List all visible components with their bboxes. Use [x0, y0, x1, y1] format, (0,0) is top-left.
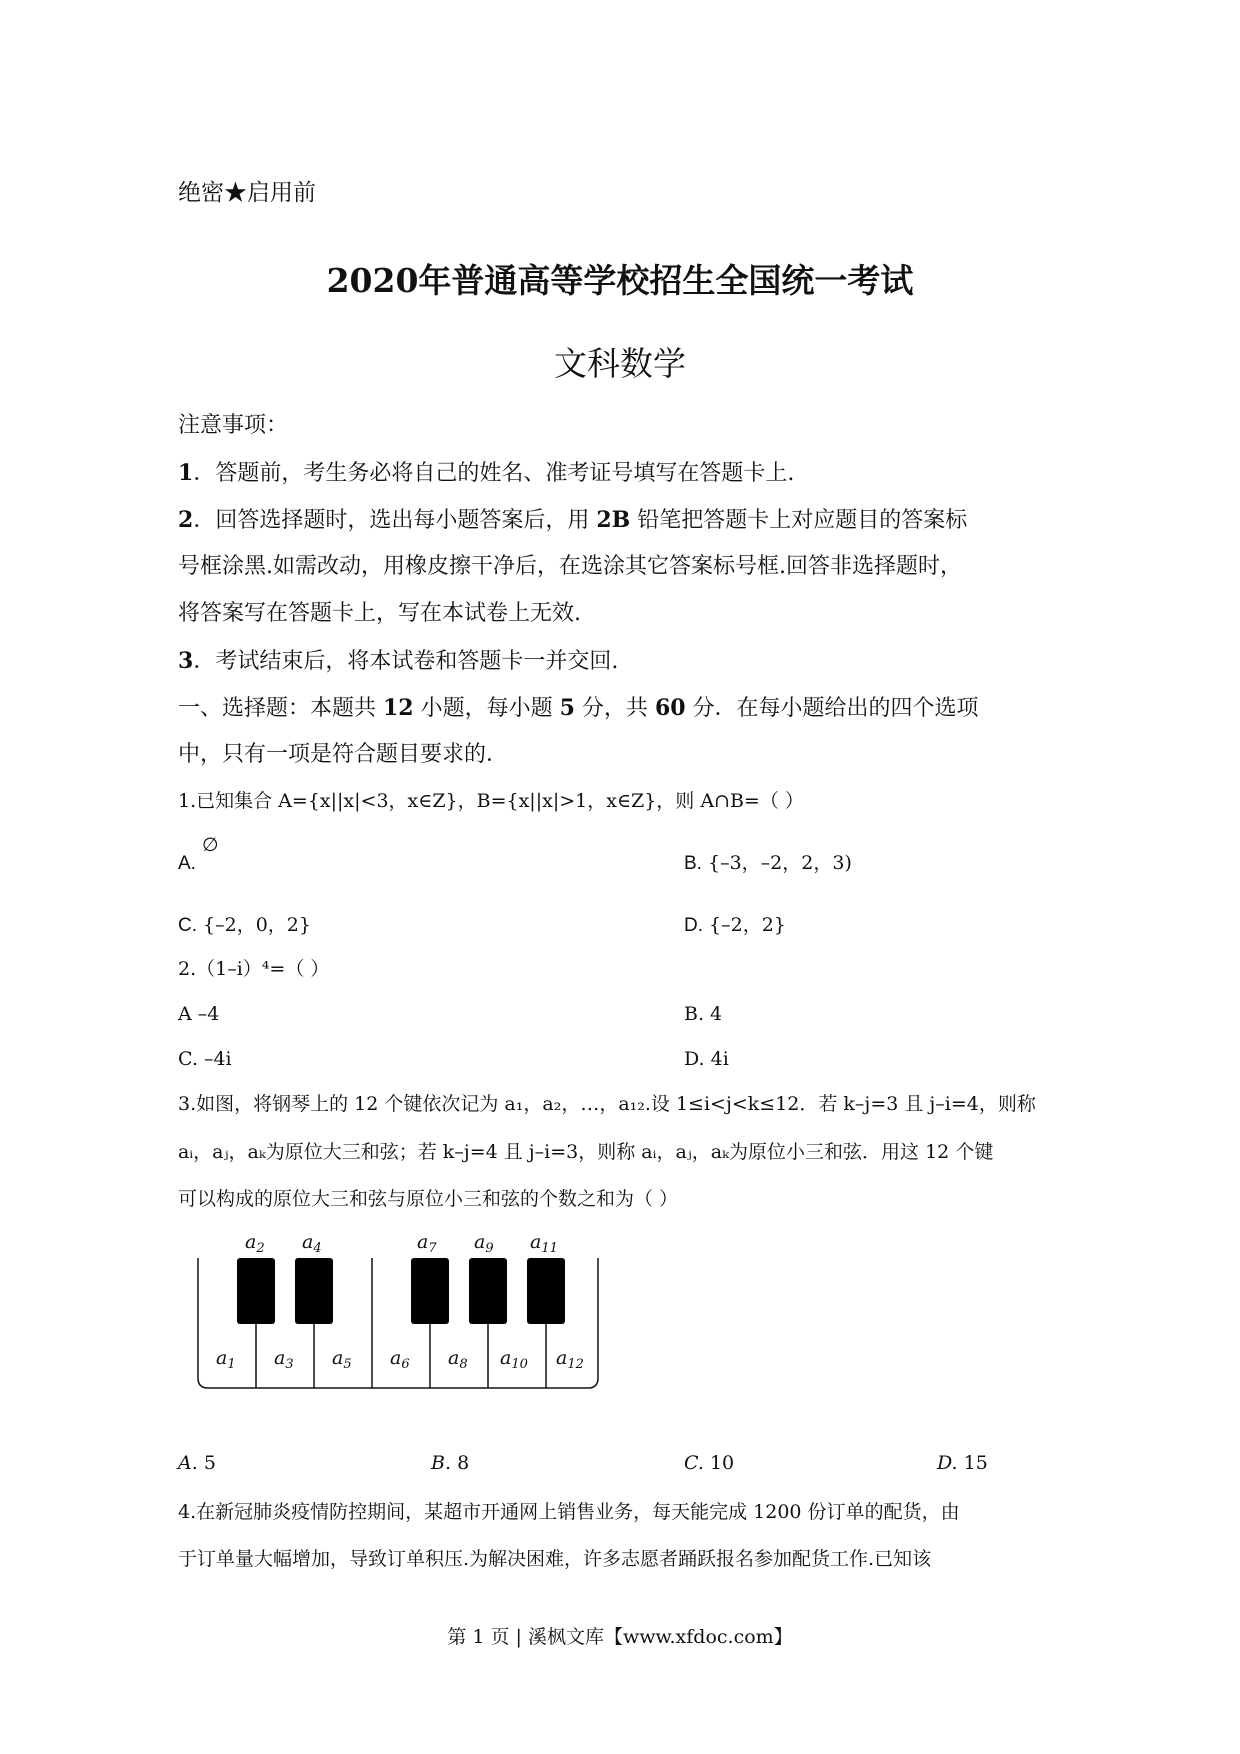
q2-option-a: A –4 — [178, 1003, 220, 1025]
black-key-label-a7: $a_7$ — [417, 1231, 437, 1256]
black-key-a7 — [411, 1258, 449, 1324]
white-key-label-a3: $a_3$ — [274, 1347, 294, 1372]
question-4-line1: 4.在新冠肺炎疫情防控期间，某超市开通网上销售业务，每天能完成 1200 份订单的配货，由 — [178, 1501, 960, 1523]
q2-option-c: C. –4i — [178, 1048, 232, 1070]
black-key-a9 — [469, 1258, 507, 1324]
white-key-label-a6: $a_6$ — [390, 1347, 410, 1372]
black-key-a4 — [295, 1258, 333, 1324]
page-footer: 第 1 页 | 溪枫文库【www.xfdoc.com】 — [447, 1626, 793, 1648]
question-1-stem: 1.已知集合 A={x||x|<3，x∈Z}，B={x||x|>1，x∈Z}，则 A∩B=（ ） — [178, 790, 804, 812]
notice-heading: 注意事项： — [178, 413, 289, 438]
question-3-line1: 3.如图，将钢琴上的 12 个键依次记为 a₁，a₂，…，a₁₂.设 1≤i<j<k≤12．若 k–j=3 且 j–i=4，则称 — [178, 1093, 1036, 1115]
notice-item-1: 1．答题前，考生务必将自己的姓名、准考证号填写在答题卡上. — [178, 460, 795, 486]
white-key-label-a10: $a_{10}$ — [500, 1347, 528, 1372]
black-key-a2 — [237, 1258, 275, 1324]
white-key-label-a8: $a_8$ — [448, 1347, 468, 1372]
q1-option-b: B. {–3，–2，2，3) — [684, 852, 852, 874]
question-2-stem: 2.（1–i）⁴=（ ） — [178, 958, 330, 980]
empty-set-symbol: ∅ — [201, 834, 219, 856]
white-key-label-a12: $a_{12}$ — [556, 1347, 584, 1372]
q1-option-d: D. {–2，2} — [684, 914, 786, 936]
piano-keyboard-figure — [190, 1228, 610, 1398]
secret-label: 绝密★启用前 — [178, 180, 316, 206]
notice-item-2-line2: 号框涂黑.如需改动，用橡皮擦干净后，在选涂其它答案标号框.回答非选择题时， — [178, 554, 962, 579]
exam-title: 2020年普通高等学校招生全国统一考试 — [326, 261, 914, 300]
q2-option-b: B. 4 — [684, 1003, 723, 1025]
notice-item-2: 2．回答选择题时，选出每小题答案后，用 2B 铅笔把答题卡上对应题目的答案标 — [178, 507, 968, 533]
q3-option-d: D. 15 — [937, 1452, 988, 1474]
white-key-label-a1: $a_1$ — [216, 1347, 236, 1372]
black-key-label-a9: $a_9$ — [474, 1231, 494, 1256]
notice-item-2-line3: 将答案写在答题卡上，写在本试卷上无效. — [178, 601, 581, 626]
q3-option-a: A. 5 — [178, 1452, 216, 1474]
black-key-a11 — [527, 1258, 565, 1324]
question-3-line3: 可以构成的原位大三和弦与原位小三和弦的个数之和为（ ） — [178, 1188, 679, 1210]
q2-option-d: D. 4i — [684, 1048, 729, 1070]
black-key-label-a2: $a_2$ — [245, 1231, 265, 1256]
q3-option-c: C. 10 — [684, 1452, 735, 1474]
black-key-label-a11: $a_{11}$ — [530, 1231, 558, 1256]
q3-option-b: B. 8 — [431, 1452, 470, 1474]
q1-option-a: A.∅ — [178, 834, 219, 874]
section-1-instruction-line2: 中，只有一项是符合题目要求的． — [178, 742, 509, 767]
question-4-line2: 于订单量大幅增加，导致订单积压.为解决困难，许多志愿者踊跃报名参加配货工作.已知该 — [178, 1548, 932, 1570]
section-1-instruction: 一、选择题：本题共 12 小题，每小题 5 分，共 60 分．在每小题给出的四个选项 — [178, 695, 979, 721]
white-key-label-a5: $a_5$ — [332, 1347, 352, 1372]
question-3-line2: aᵢ，aⱼ，aₖ为原位大三和弦；若 k–j=4 且 j–i=3，则称 aᵢ，aⱼ，aₖ为原位小三和弦．用这 12 个键 — [178, 1141, 994, 1163]
q1-option-c: C. {–2，0，2} — [178, 914, 311, 936]
notice-item-3: 3．考试结束后，将本试卷和答题卡一并交回. — [178, 648, 619, 674]
black-key-label-a4: $a_4$ — [302, 1231, 322, 1256]
exam-subtitle: 文科数学 — [554, 344, 686, 383]
